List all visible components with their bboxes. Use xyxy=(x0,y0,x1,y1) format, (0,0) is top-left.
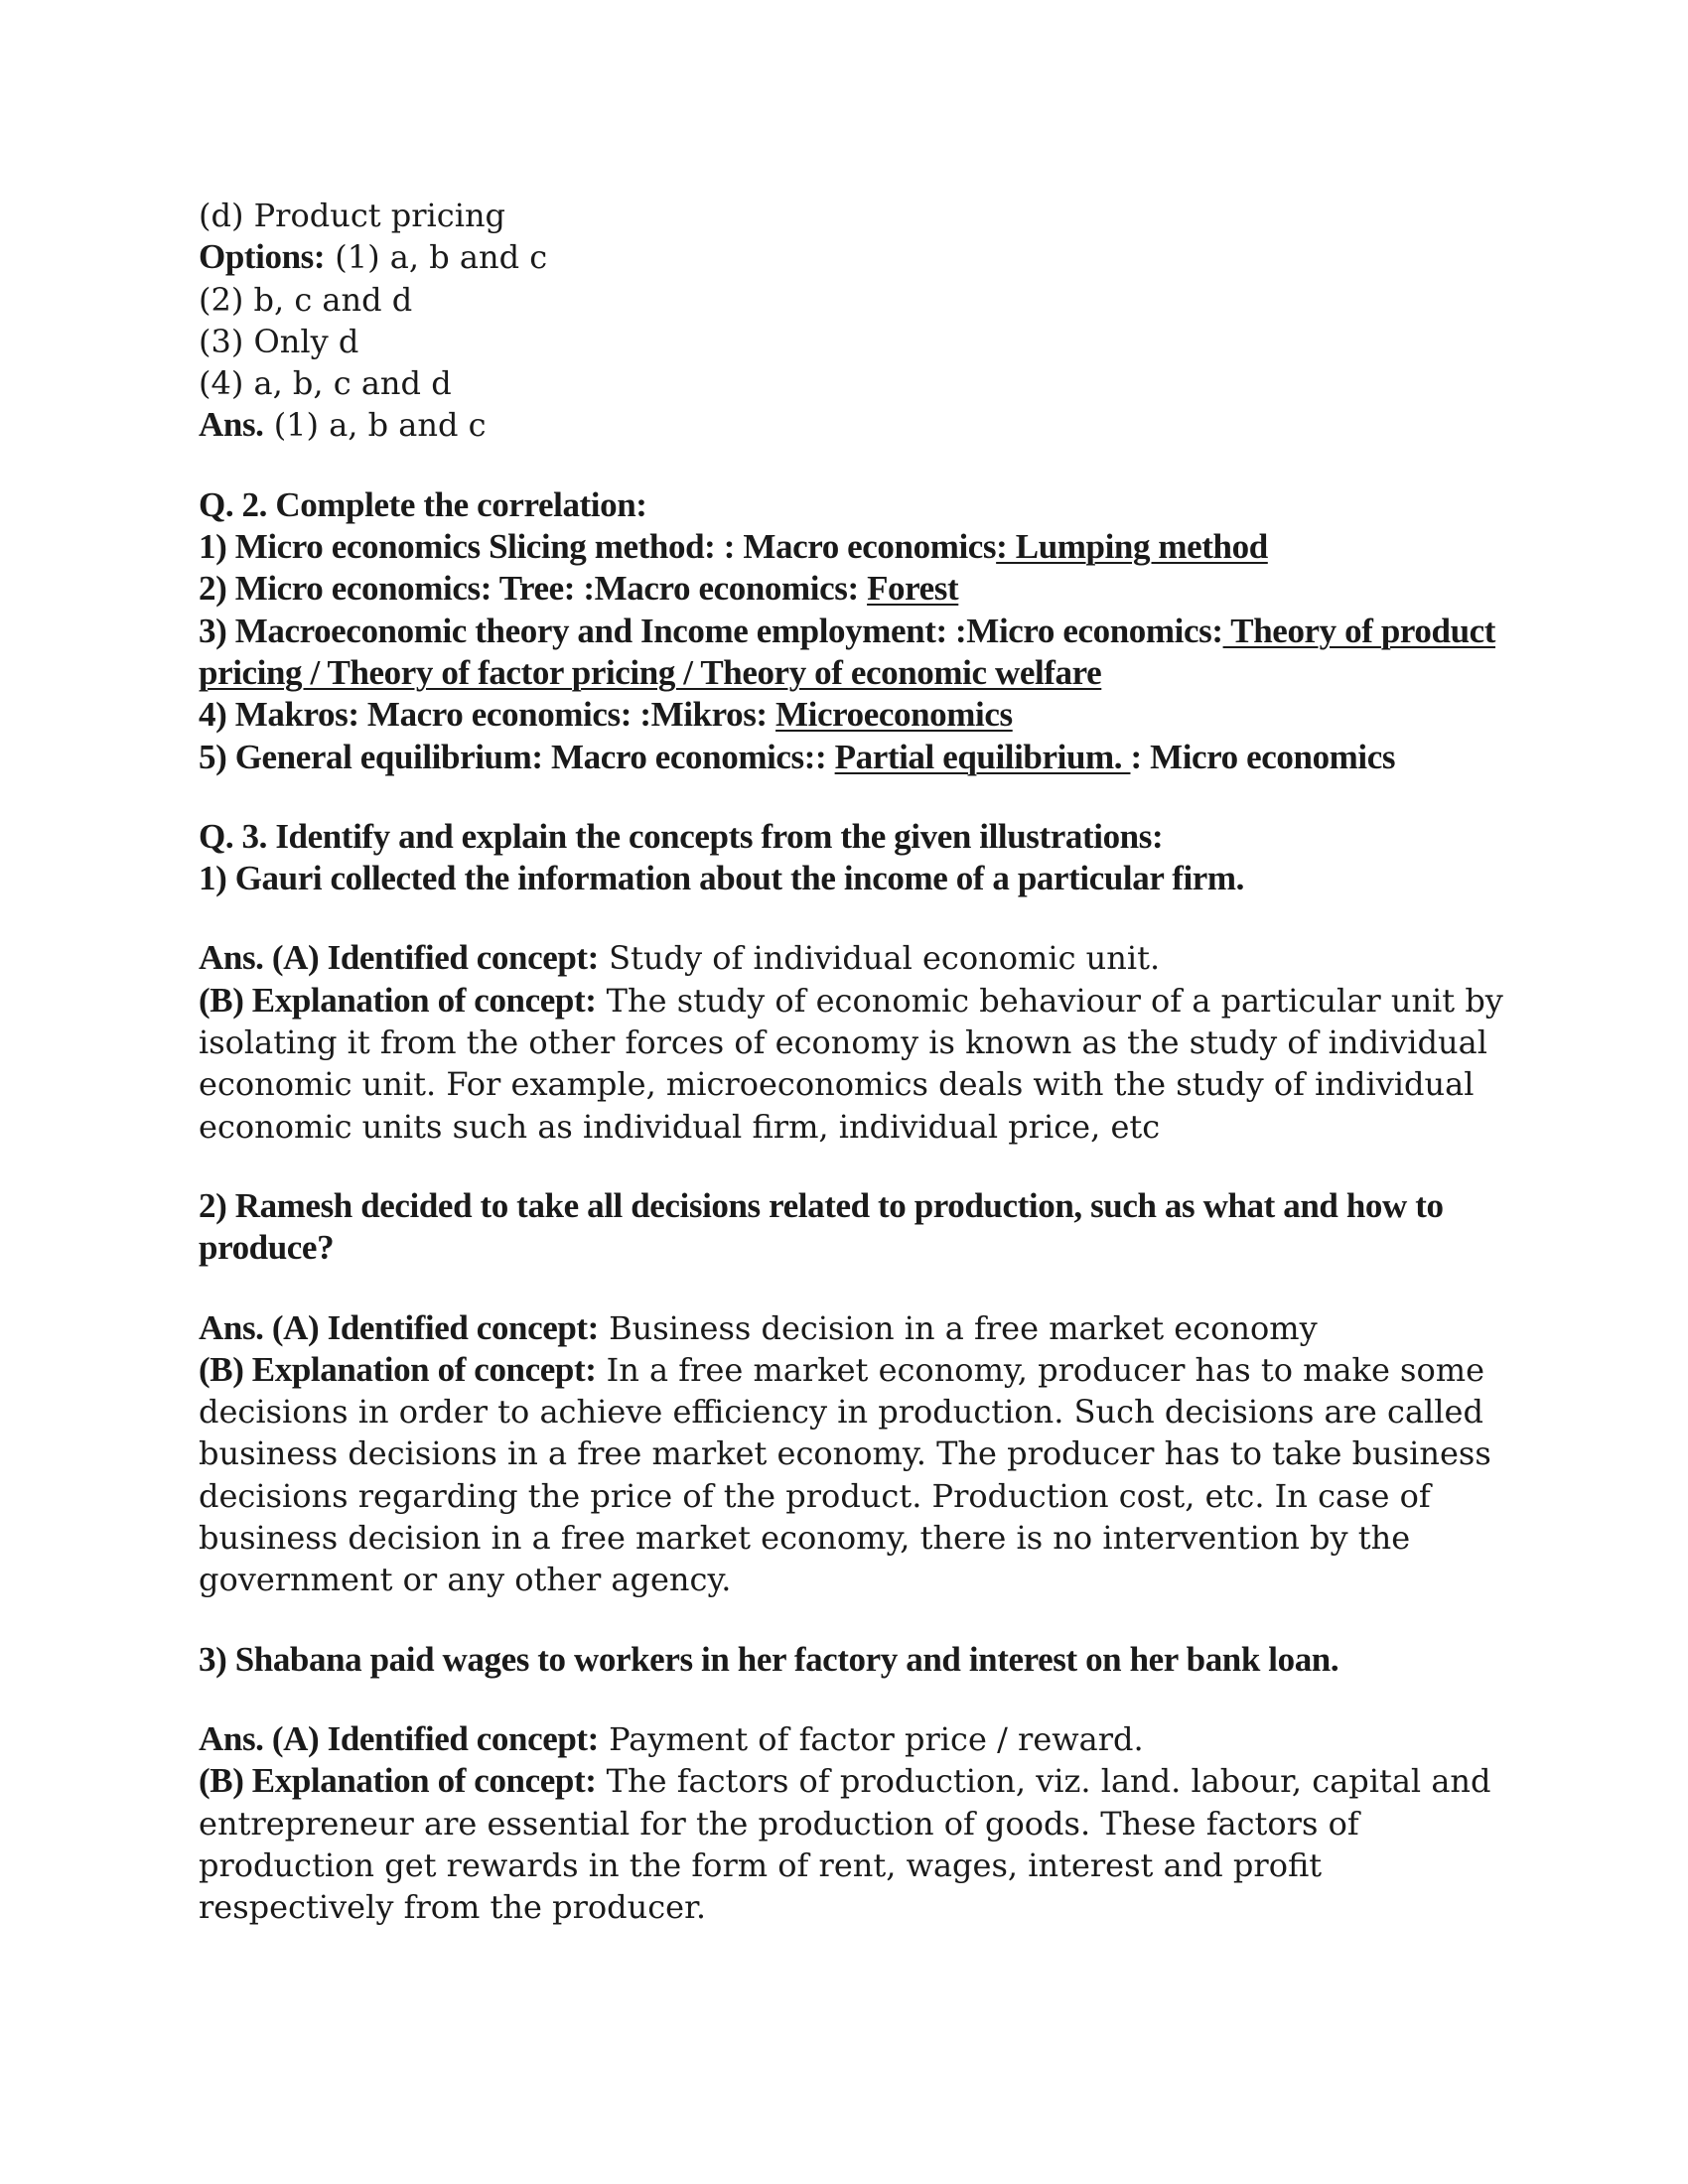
correlation-answer-3: Theory of product pricing / Theory of factor pricing / Theory of economic welfare xyxy=(199,611,1496,692)
q1-answer-row xyxy=(199,404,1509,446)
correlation-item-1: 1) Micro economics Slicing method: : Macro economics: Lumping method xyxy=(199,527,1268,567)
illustration-1-explanation: (B) Explanation of concept: The study of economic behaviour of a particular unit by isolating it from the other forces of economy is known as the study of individual economic unit. For example, microeconomics deals with the study of individual economic units such as individual firm, individual price, etc xyxy=(199,980,1503,1146)
illustration-2-question: 2) Ramesh decided to take all decisions related to production, such as what and how to produce? xyxy=(199,1185,1444,1268)
illustration-2-explanation: (B) Explanation of concept: In a free market economy, producer has to make some decisions in order to achieve efficiency in production. Such decisions are called business decisions in a free market economy. The producer has to take business decisions regarding the price of the product. Production cost, etc. In case of business decision in a free market economy, there is no intervention by the government or any other agency. xyxy=(199,1349,1491,1599)
illustration-3-explanation: (B) Explanation of concept: The factors of production, viz. land. labour, capital and entrepreneur are essential for the production of goods. These factors of production get rewards in the form of rent, wages, interest and profit respectively from the producer. xyxy=(199,1761,1491,1927)
correlation-answer-4: Microeconomics xyxy=(775,695,1013,735)
option-4: (4) a, b, c and d xyxy=(199,364,452,403)
q3-heading: Q. 3. Identify and explain the concepts from the given illustrations: xyxy=(199,816,1164,856)
illustration-1-concept: Ans. (A) Identified concept: Study of individual economic unit. xyxy=(199,938,1161,978)
options-label: Options: xyxy=(199,237,326,277)
answer-text: (1) a, b and c xyxy=(273,406,487,445)
option-1: (1) a, b and c xyxy=(335,238,548,277)
correlation-item-3: 3) Macroeconomic theory and Income employment: :Micro economics: Theory of product pricing / Theory of factor pricing / Theory of economic welfare xyxy=(199,611,1496,692)
page-content xyxy=(199,195,1509,1928)
correlation-answer-1: : Lumping method xyxy=(996,527,1268,567)
correlation-answer-2: Forest xyxy=(867,569,959,609)
illustration-2-concept: Ans. (A) Identified concept: Business decision in a free market economy xyxy=(199,1307,1318,1347)
illustration-1-question: 1) Gauri collected the information about the income of a particular firm. xyxy=(199,859,1245,898)
illustration-3-question: 3) Shabana paid wages to workers in her factory and interest on her bank loan. xyxy=(199,1639,1339,1679)
q1-options-row xyxy=(199,236,1509,278)
answer-label: Ans. xyxy=(199,405,264,445)
correlation-answer-5: Partial equilibrium. xyxy=(834,737,1131,776)
correlation-item-5: 5) General equilibrium: Macro economics:: Partial equilibrium. : Micro economics xyxy=(199,737,1396,776)
option-2: (2) b, c and d xyxy=(199,280,413,319)
correlation-item-4: 4) Makros: Macro economics: :Mikros: Microeconomics xyxy=(199,695,1013,735)
correlation-item-2: 2) Micro economics: Tree: :Macro economics: Forest xyxy=(199,569,959,609)
q1-option-d: (d) Product pricing xyxy=(199,197,506,234)
illustration-3-concept: Ans. (A) Identified concept: Payment of factor price / reward. xyxy=(199,1718,1144,1758)
option-3: (3) Only d xyxy=(199,322,359,360)
q2-heading: Q. 2. Complete the correlation: xyxy=(199,484,647,524)
